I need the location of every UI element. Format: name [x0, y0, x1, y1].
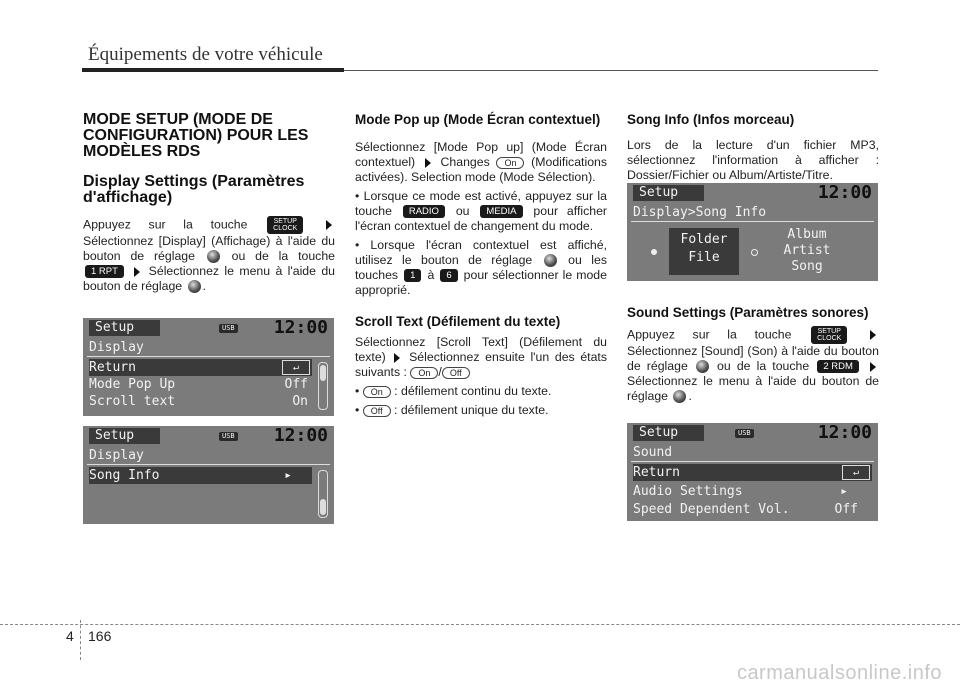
text: . [202, 279, 206, 293]
option-label: Folder [680, 232, 728, 247]
mode-pop-up-description [355, 140, 607, 185]
screen-title: Setup [633, 425, 704, 441]
text: Sélectionnez le menu à l'aide du bouton de réglage [627, 374, 879, 403]
menu-row-scroll-text[interactable] [89, 393, 312, 410]
chevron-right-icon: ▸ [284, 468, 292, 483]
section-title-scroll-text: Scroll Text (Défilement du texte) [355, 314, 561, 329]
section-title-mode-pop-up: Mode Pop up (Mode Écran contextuel) [355, 112, 601, 127]
column-2 [355, 112, 607, 422]
text: • Lorsque ce mode est activé, appuyez sur la touche [355, 189, 607, 218]
screen-heading: Display [89, 448, 144, 463]
footer-divider [80, 620, 81, 660]
row-label: Return [633, 465, 680, 480]
tune-knob-icon [188, 280, 201, 293]
row-label: Mode Pop Up [89, 377, 176, 392]
screen-topbar [83, 426, 334, 446]
text: : défilement continu du texte. [394, 384, 552, 398]
usb-badge: USB [219, 432, 238, 441]
text: Sélectionnez [Display] (Affichage) à l'aide du bouton de réglage [83, 234, 335, 263]
arrow-right-icon [134, 267, 140, 277]
clock: 12:00 [817, 423, 872, 443]
rpt-key: 1 RPT [85, 265, 124, 278]
text: • Lorsque l'écran contextuel est affiché, utilisez le bouton de réglage [355, 238, 607, 267]
bullet-scroll-off: • Off : défilement unique du texte. [355, 403, 549, 417]
clock: 12:00 [817, 183, 872, 203]
menu-row-audio-settings[interactable] [633, 483, 872, 500]
option-label: Album [787, 227, 827, 242]
scrollbar[interactable] [318, 470, 328, 518]
text: ou de la touche [231, 249, 336, 263]
divider [87, 464, 330, 465]
screen-title: Setup [89, 320, 160, 336]
screen-title: Setup [89, 428, 160, 444]
menu-row-mode-pop-up[interactable] [89, 376, 312, 393]
text: Sélectionnez [Scroll Text] (Défilement du texte) [355, 335, 607, 364]
radio-selected-icon [651, 249, 657, 255]
row-value: Off [834, 502, 858, 517]
key-1: 1 [404, 269, 421, 282]
header-rule [344, 70, 878, 71]
text: à [427, 268, 435, 282]
bullet-active-mode [355, 189, 607, 234]
divider [87, 356, 330, 357]
option-label: Artist [783, 243, 831, 258]
column-3 [627, 112, 879, 187]
radio-unselected-icon [751, 249, 758, 256]
text: . [688, 389, 692, 403]
rdm-key: 2 RDM [817, 360, 859, 373]
row-label: Song Info [89, 468, 160, 483]
page-number: 166 [88, 628, 112, 644]
section-title-sound-settings: Sound Settings (Paramètres sonores) [627, 305, 869, 320]
off-key: Off [363, 405, 391, 417]
media-key: MEDIA [480, 205, 522, 218]
on-key: On [363, 386, 391, 398]
option-label: File [688, 250, 720, 265]
watermark: carmanualsonline.info [736, 662, 942, 684]
clock: 12:00 [273, 318, 328, 338]
arrow-right-icon [870, 330, 876, 340]
setup-clock-key [267, 216, 303, 234]
arrow-right-icon [326, 220, 332, 230]
section-title-display-settings: Display Settings (Paramètres d'affichage) [83, 173, 305, 206]
usb-badge: USB [219, 324, 238, 333]
header-bar [82, 68, 344, 72]
clock: 12:00 [273, 426, 328, 446]
tune-knob-icon [544, 254, 557, 267]
option-album-artist-song[interactable] [767, 227, 847, 275]
text: Sélectionnez ensuite l'un des états suivants : [355, 350, 607, 379]
menu-row-speed-dependent-vol[interactable] [633, 501, 872, 518]
text: Sélectionnez [Sound] (Son) à l'aide du bouton de réglage [627, 344, 879, 373]
key-label: CLOCK [273, 225, 298, 232]
row-label: Speed Dependent Vol. [633, 502, 790, 517]
section-title-mode-setup: MODE SETUP (MODE DE CONFIGURATION) POUR LES MODÈLES RDS [83, 111, 309, 160]
bullet-scroll-on: • On : défilement continu du texte. [355, 384, 552, 398]
key-label: SETUP [817, 328, 841, 335]
text: (Modifications activées). Selection mode (Mode Sélection). [355, 155, 608, 184]
divider [631, 221, 874, 222]
arrow-right-icon [394, 353, 400, 363]
column-1 [83, 112, 335, 298]
row-label: Audio Settings [633, 484, 743, 499]
text: ou les touches [355, 253, 607, 282]
radio-key: RADIO [403, 205, 445, 218]
tune-knob-icon [673, 390, 686, 403]
return-icon: ↵ [842, 465, 870, 480]
scroll-text-description [355, 335, 607, 380]
text: pour afficher l'écran contextuel de changement du mode. [355, 204, 608, 233]
text: ou [455, 204, 470, 218]
song-info-description: Lors de la lecture d'un fichier MP3, sélectionnez l'information à afficher : Dossier/Fichier ou Album/Artiste/Titre. [627, 138, 879, 182]
off-key: Off [442, 367, 470, 379]
setup-song-info-screen [627, 183, 878, 281]
setup-display-song-screen [83, 426, 334, 524]
arrow-right-icon [425, 158, 431, 168]
screen-topbar [83, 318, 334, 338]
text: : défilement unique du texte. [394, 403, 549, 417]
column-3-sound [627, 305, 879, 408]
text: Changes [440, 155, 490, 169]
row-label: Return [89, 360, 136, 375]
tune-knob-icon [207, 250, 220, 263]
row-label: Scroll text [89, 394, 176, 409]
screen-topbar [627, 183, 878, 203]
text: ou de la touche [717, 359, 810, 373]
text: Sélectionnez [Mode Pop up] (Mode Écran contextuel) [355, 140, 607, 169]
option-label: Song [791, 259, 823, 274]
menu-row-song-info[interactable] [89, 467, 312, 484]
scrollbar[interactable] [318, 362, 328, 410]
setup-sound-screen [627, 423, 878, 521]
display-settings-instructions [83, 216, 335, 294]
usb-badge: USB [735, 429, 754, 438]
on-key: On [496, 157, 524, 169]
text: Appuyez sur la touche [83, 217, 248, 232]
option-folder-file[interactable] [669, 228, 739, 275]
menu-row-return[interactable] [633, 464, 872, 481]
text: Appuyez sur la touche [627, 327, 792, 342]
text: / [438, 365, 442, 379]
row-value: On [292, 394, 308, 409]
sound-settings-instructions [627, 326, 879, 404]
return-icon: ↵ [282, 360, 310, 375]
row-value: Off [284, 377, 308, 392]
setup-display-screen [83, 318, 334, 416]
screen-breadcrumb: Display>Song Info [633, 205, 767, 220]
screen-heading: Sound [633, 445, 673, 460]
key-label: SETUP [273, 218, 297, 225]
section-title-song-info: Song Info (Infos morceau) [627, 112, 795, 127]
arrow-right-icon [870, 362, 876, 372]
key-6: 6 [440, 269, 457, 282]
setup-clock-key [811, 326, 847, 344]
page-header-title: Équipements de votre véhicule [88, 44, 323, 65]
screen-title: Setup [633, 185, 704, 201]
screen-topbar [627, 423, 878, 443]
text: Sélectionnez le menu à l'aide du bouton de réglage [83, 264, 336, 293]
divider [631, 461, 874, 462]
chapter-number: 4 [66, 628, 74, 644]
bullet-popup-displayed [355, 238, 607, 298]
chevron-right-icon: ▸ [840, 484, 848, 499]
key-label: CLOCK [817, 335, 842, 342]
screen-heading: Display [89, 340, 144, 355]
tune-knob-icon [696, 360, 709, 373]
on-key: On [410, 367, 438, 379]
footer-rule [0, 624, 960, 625]
menu-row-return[interactable] [89, 359, 312, 376]
text: pour sélectionner le mode approprié. [355, 268, 607, 297]
